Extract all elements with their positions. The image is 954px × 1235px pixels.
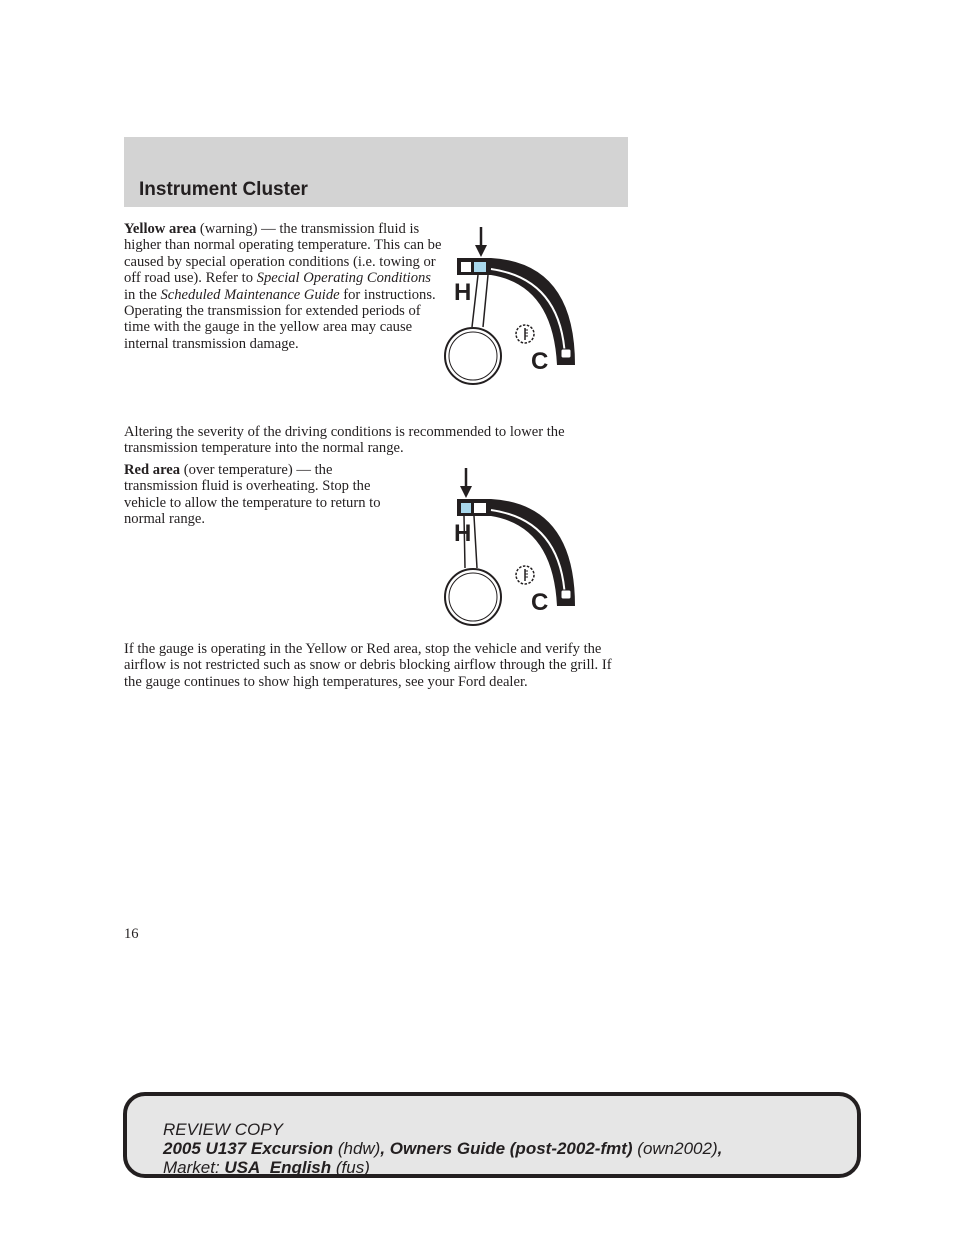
page-number: 16 — [124, 926, 139, 942]
pointer-arrowhead-icon — [475, 245, 487, 257]
pointer-arrowhead-icon — [460, 486, 472, 498]
transmission-temperature-icon — [516, 566, 534, 584]
section-title: Instrument Cluster — [139, 179, 308, 200]
yellow-area-paragraph: Yellow area (warning) — the transmission fluid is higher than normal operating temperature. This can be caused by special operation conditions (i.e. towing or off road use). Refer to Special Operating Conditions in the Scheduled Maintenance Guide for instructions. Operating the transmission for extended periods of time with the gauge in the yellow area may cause internal transmission damage. — [124, 221, 442, 352]
gauge-cold-tick — [561, 590, 571, 599]
gauge-cold-label: C — [531, 348, 549, 375]
gauge-red-illustration — [435, 466, 585, 634]
gauge-stem — [472, 275, 488, 327]
gauge-red-segment — [461, 262, 471, 272]
gauge-cold-label: C — [531, 589, 549, 616]
footer-document-line: 2005 U137 Excursion (hdw), Owners Guide (post-2002-fmt) (own2002), — [163, 1139, 723, 1158]
gauge-bulb — [445, 328, 501, 384]
closing-paragraph: If the gauge is operating in the Yellow or Red area, stop the vehicle and verify the airflow is not restricted such as snow or debris blocking airflow through the grill. If the gauge continues to show high temperatures, see your Ford dealer. — [124, 641, 612, 690]
gauge-bulb — [445, 569, 501, 625]
gauge-hot-label: H — [454, 520, 472, 547]
transmission-temperature-icon — [516, 325, 534, 343]
gauge-yellow-segment — [474, 503, 486, 513]
section-header — [124, 137, 628, 207]
red-area-term: Red area — [124, 462, 181, 478]
gauge-cold-tick — [561, 349, 571, 358]
scheduled-maintenance-guide-ref: Scheduled Maintenance Guide — [160, 286, 340, 303]
review-copy-footer — [123, 1092, 861, 1178]
footer-market-line: Market: USA_English (fus) — [163, 1158, 370, 1177]
gauge-yellow-illustration — [435, 225, 585, 393]
gauge-highlight-segment — [461, 503, 471, 513]
red-area-paragraph: Red area (over temperature) — the transmission fluid is overheating. Stop the vehicle to allow the temperature to return to normal range. — [124, 462, 381, 528]
special-operating-conditions-ref: Special Operating Conditions — [256, 270, 431, 287]
altering-paragraph: Altering the severity of the driving conditions is recommended to lower the transmission temperature into the normal range. — [124, 424, 565, 457]
review-copy-label: REVIEW COPY — [163, 1120, 283, 1139]
yellow-area-term: Yellow area — [124, 221, 197, 237]
gauge-highlight-segment — [474, 262, 486, 272]
gauge-hot-label: H — [454, 279, 472, 306]
